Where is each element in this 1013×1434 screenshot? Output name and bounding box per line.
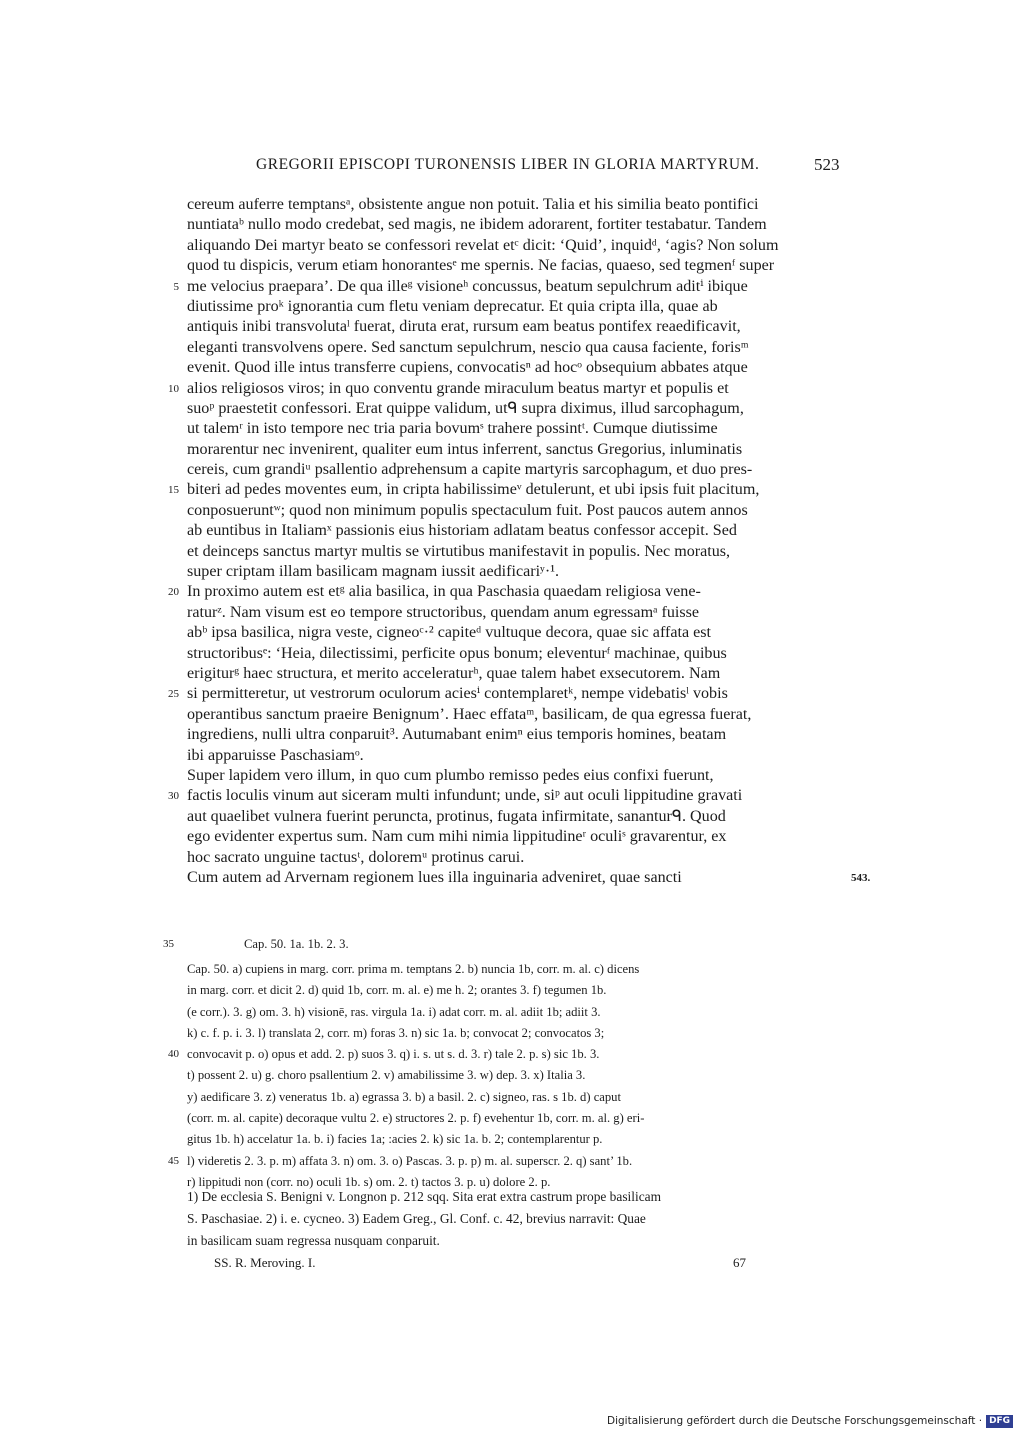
line-text: abᵇ ipsa basilica, nigra veste, cigneoᶜ·² capiteᵈ vultuque decora, quae sic affata est <box>187 624 712 642</box>
apparatus-text: l) videretis 2. 3. p. m) affata 3. n) om. 3. o) Pascas. 3. p. p) m. al. superscr. 2. q) sant’ 1b. <box>187 1153 633 1168</box>
text-line <box>187 236 847 256</box>
text-line <box>187 705 847 725</box>
line-text: eleganti transvolvens opere. Sed sanctum sepulchrum, nescio qua causa faciente, forisᵐ <box>187 338 749 356</box>
text-line <box>187 623 847 643</box>
line-text: structoribusᵉ: ‘Heia, dilectissimi, perficite opus bonum; eleventurᶠ machinae, quibus <box>187 644 727 662</box>
margin-reference: 543. <box>851 871 871 884</box>
line-text: ingrediens, nulli ultra conparuit³. Autumabant enimⁿ eius temporis homines, beatam <box>187 726 727 744</box>
apparatus-line <box>187 1023 847 1044</box>
line-text: nuntiataᵇ nullo modo credebat, sed magis, ne ibidem adorarent, fortiter testabatur. Tandem <box>187 216 767 234</box>
line-number: 20 <box>168 586 179 599</box>
text-line <box>187 807 847 827</box>
line-text: operantibus sanctum praeire Benignum’. Haec effataᵐ, basilicam, de qua egressa fuerat, <box>187 705 752 723</box>
apparatus-text: gitus 1b. h) accelatur 1a. b. i) facies 1a; :acies 2. k) sic 1a. b. 2; contemplarentur p. <box>187 1132 603 1147</box>
digitization-footer <box>607 1413 1013 1429</box>
apparatus-line <box>168 1151 847 1172</box>
text-line <box>187 644 847 664</box>
apparatus-text: r) lippitudi non (corr. no) oculi 1b. s) om. 2. t) tactos 3. p. u) dolore 2. p. <box>187 1174 551 1189</box>
line-text: cereis, cum grandiᵘ psallentio adprehensum a capite martyris sarcophagum, et duo pres- <box>187 461 753 479</box>
line-text: aliquando Dei martyr beato se confessori revelat etᶜ dicit: ‘Quid’, inquidᵈ, ‘agis? Non solum <box>187 236 779 254</box>
line-number: 40 <box>168 1048 179 1061</box>
signature-number: 67 <box>733 1255 746 1270</box>
line-number: 10 <box>168 382 179 395</box>
line-text: antiquis inibi transvolutaˡ fuerat, diruta erat, rursum eam beatus pontifex reaedificavit, <box>187 318 741 336</box>
apparatus-text: k) c. f. p. i. 3. l) translata 2, corr. m) foras 3. n) sic 1a. b; convocat 2; convocatos 3; <box>187 1025 605 1040</box>
footnote-line: 1) De ecclesia S. Benigni v. Longnon p. 212 sqq. Sita erat extra castrum prope basilicam <box>187 1189 662 1204</box>
text-line <box>187 521 847 541</box>
line-number: 45 <box>168 1154 179 1167</box>
apparatus-line <box>187 1087 847 1108</box>
text-line <box>187 542 847 562</box>
apparatus-text: Cap. 50. a) cupiens in marg. corr. prima m. temptans 2. b) nuncia 1b, corr. m. al. c) dicens <box>187 962 640 976</box>
line-text: Cum autem ad Arvernam regionem lues illa inguinaria adveniret, quae sancti <box>187 868 682 886</box>
line-text: factis loculis vinum aut siceram multi infundunt; unde, siᵖ aut oculi lippitudine gravati <box>187 787 743 805</box>
apparatus-header: Cap. 50. 1a. 1b. 2. 3. <box>244 937 349 951</box>
line-text: raturᶻ. Nam visum est eo tempore structoribus, quendam anum egressamᵃ fuisse <box>187 603 700 621</box>
line-text: biteri ad pedes moventes eum, in cripta habilissimeᵛ detulerunt, et ubi ipsis fuit placitum, <box>187 481 760 499</box>
line-text: evenit. Quod ille intus transferre cupiens, convocatisⁿ ad hocᵒ obsequium abbates atque <box>187 359 748 377</box>
apparatus-line <box>187 1002 847 1023</box>
text-line <box>168 480 847 500</box>
line-text: super criptam illam basilicam magnam iussit aedificariʸ·¹. <box>187 563 560 581</box>
footnotes <box>187 1186 847 1252</box>
page-number: 523 <box>814 155 840 174</box>
apparatus-line <box>187 980 847 1001</box>
line-text: erigiturᵍ haec structura, et merito acceleraturʰ, quae talem habet exsecutorem. Nam <box>187 664 721 682</box>
text-line <box>168 786 847 806</box>
text-line <box>187 562 847 582</box>
text-line <box>187 338 847 358</box>
apparatus-text: (e corr.). 3. g) om. 3. h) visionē, ras. virgula 1a. i) adat corr. m. al. adiit 1b; adiit 3. <box>187 1004 601 1019</box>
main-text <box>168 195 871 888</box>
line-text: diutissime proᵏ ignorantia cum fletu veniam deprecatur. Et quia cripta illa, quae ab <box>187 297 718 315</box>
text-line <box>187 297 847 317</box>
text-line <box>187 827 847 847</box>
line-text: conposueruntʷ; quod non minimum populis spectaculum fuit. Post paucos autem annos <box>187 501 748 519</box>
line-number: 15 <box>168 484 179 497</box>
text-line <box>168 684 847 704</box>
text-line <box>187 603 847 623</box>
footnote-line: S. Paschasiae. 2) i. e. cycneo. 3) Eadem Greg., Gl. Conf. c. 42, brevius narravit: Quae <box>187 1211 646 1226</box>
line-text: ab euntibus in Italiamˣ passionis eius historiam adlatam beatus confessor accepit. Sed <box>187 522 737 540</box>
signature-mark: SS. R. Meroving. I. <box>214 1255 316 1270</box>
text-line <box>168 379 847 399</box>
text-line <box>187 664 847 684</box>
apparatus-text: (corr. m. al. capite) decoraque vultu 2. e) structores 2. p. f) evehentur 1b, corr. m. al. g) eri- <box>187 1111 645 1126</box>
text-line <box>168 582 847 602</box>
text-line <box>187 746 847 766</box>
text-line <box>187 848 847 868</box>
line-number: 5 <box>173 280 179 293</box>
text-line <box>187 868 871 888</box>
text-line <box>187 215 847 235</box>
text-line <box>187 766 847 786</box>
text-line <box>187 399 847 419</box>
line-text: ibi apparuisse Paschasiamᵒ. <box>187 746 364 764</box>
line-text: suoᵖ praestetit confessori. Erat quippe validum, utᑫ supra diximus, illud sarcophagum, <box>187 399 744 417</box>
apparatus-line <box>187 1108 847 1129</box>
line-text: si permitteretur, ut vestrorum oculorum aciesⁱ contemplaretᵏ, nempe videbatisˡ vobis <box>187 685 728 703</box>
line-text: morarentur nec invenirent, qualiter eum intus inferrent, sanctus Gregorius, inluminatis <box>187 440 743 458</box>
line-text: cereum auferre temptansᵃ, obsistente angue non potuit. Talia et his similia beato pontifici <box>187 196 759 213</box>
line-text: Super lapidem vero illum, in quo cum plumbo remisso pedes eius confixi fuerunt, <box>187 766 714 784</box>
apparatus-text: t) possent 2. u) g. choro psallentium 2. v) amabilissime 3. w) dep. 3. x) Italia 3. <box>187 1068 586 1083</box>
text-line <box>187 460 847 480</box>
running-head <box>256 156 856 174</box>
apparatus-line <box>187 1129 847 1150</box>
text-line <box>187 256 847 276</box>
line-text: alios religiosos viros; in quo conventu grande miraculum beatus martyr et populis et <box>187 379 729 397</box>
line-text: et deinceps sanctus martyr multis se virtutibus manifestavit in populis. Nec moratus, <box>187 542 731 560</box>
text-line <box>187 358 847 378</box>
apparatus-text: convocavit p. o) opus et add. 2. p) suos 3. q) i. s. ut s. d. 3. r) tale 2. p. s) sic 1b. 3. <box>187 1047 600 1062</box>
line-text: quod tu dispicis, verum etiam honorantesᵉ me spernis. Ne facias, quaeso, sed tegmenᶠ super <box>187 257 775 275</box>
line-number: 25 <box>168 688 179 701</box>
apparatus-line <box>168 1044 847 1065</box>
line-text: me velocius praepara’. De qua illeᵍ visioneʰ concussus, beatum sepulchrum aditⁱ ibique <box>187 277 748 295</box>
apparatus-line <box>187 1065 847 1086</box>
text-line <box>187 195 847 215</box>
text-line <box>187 419 847 439</box>
text-line <box>187 501 847 521</box>
critical-apparatus <box>168 959 847 1193</box>
dfg-logo: DFG <box>986 1415 1013 1428</box>
text-line <box>173 277 847 297</box>
line-number: 30 <box>168 790 179 803</box>
line-number: 35 <box>163 938 174 950</box>
running-head-title: GREGORII EPISCOPI TURONENSIS LIBER IN GLORIA MARTYRUM. <box>256 156 760 173</box>
text-line <box>187 317 847 337</box>
text-line <box>187 440 847 460</box>
apparatus-text: y) aedificare 3. z) veneratus 1b. a) egrassa 3. b) a basil. 2. c) signeo, ras. s 1b. d) caput <box>187 1089 621 1104</box>
apparatus-text: in marg. corr. et dicit 2. d) quid 1b, corr. m. al. e) me h. 2; orantes 3. f) tegumen 1b. <box>187 983 607 998</box>
line-text: ego evidenter expertus sum. Nam cum mihi nimia lippitudineʳ oculiˢ gravarentur, ex <box>187 828 727 846</box>
apparatus-line <box>187 959 847 980</box>
line-text: ut talemʳ in isto tempore nec tria paria bovumˢ trahere possintᵗ. Cumque diutissime <box>187 420 718 438</box>
line-text: hoc sacrato unguine tactusᵗ, doloremᵘ protinus carui. <box>187 848 525 866</box>
footnote-line: in basilicam suam regressa nusquam conparuit. <box>187 1233 440 1248</box>
text-line <box>187 725 847 745</box>
footer-text: Digitalisierung gefördert durch die Deutsche Forschungsgemeinschaft · <box>607 1415 983 1427</box>
line-text: aut quaelibet vulnera fuerint peruncta, protinus, fugata infirmitate, sananturᑫ. Quod <box>187 807 726 825</box>
line-text: In proximo autem est etᵍ alia basilica, in qua Paschasia quaedam religiosa vene- <box>187 583 701 601</box>
